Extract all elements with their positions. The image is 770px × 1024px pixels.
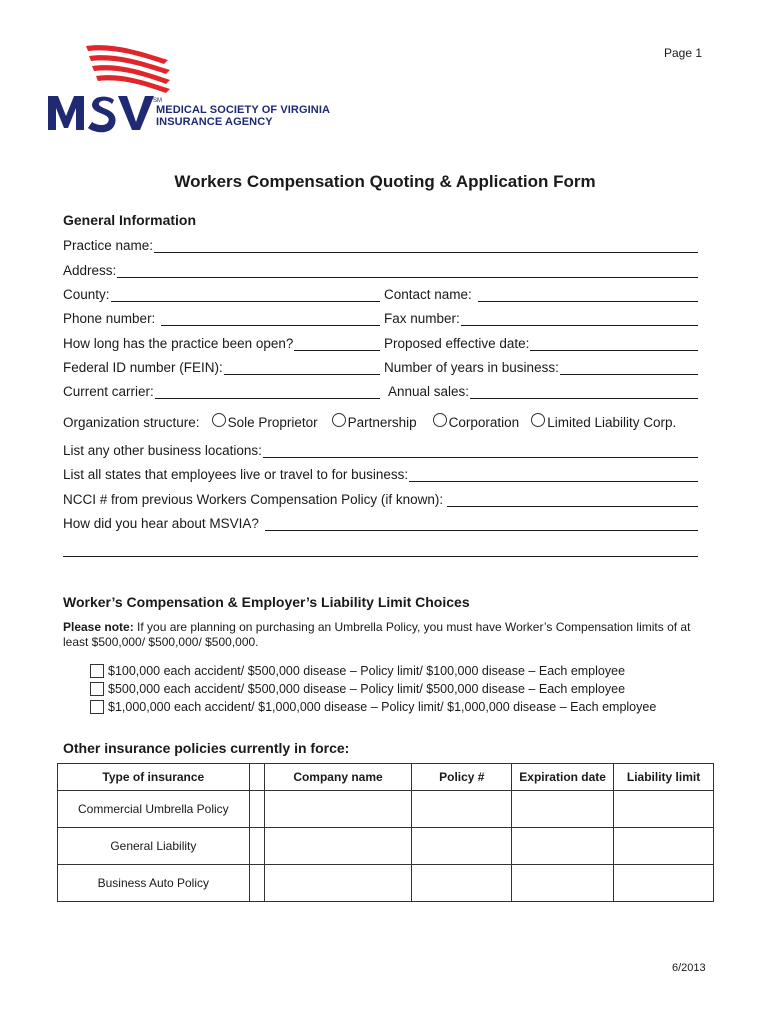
other-insurance-table: [57, 763, 714, 902]
other-insurance-heading: Other insurance policies currently in force:: [63, 740, 350, 756]
radio-partnership-label: Partnership: [347, 415, 417, 430]
county-line[interactable]: [111, 288, 380, 302]
row-type-general-liability: General Liability: [58, 828, 250, 865]
table-row: [58, 791, 714, 828]
table-cell[interactable]: [412, 791, 512, 828]
address-field[interactable]: [63, 263, 698, 278]
umbrella-note: [63, 620, 713, 650]
col-header-company: Company name: [264, 764, 412, 791]
radio-llc[interactable]: [531, 415, 676, 430]
current-carrier-line[interactable]: [155, 385, 380, 399]
fax-field[interactable]: [384, 311, 698, 326]
phone-label: Phone number:: [63, 311, 156, 326]
practice-name-field[interactable]: [63, 238, 698, 253]
ncci-line[interactable]: [447, 493, 698, 507]
current-carrier-label: Current carrier:: [63, 384, 154, 399]
logo-line-2: INSURANCE AGENCY: [156, 116, 273, 128]
effective-date-label: Proposed effective date:: [384, 336, 530, 351]
note-label: Please note:: [63, 620, 134, 634]
table-cell[interactable]: [249, 865, 264, 902]
table-cell[interactable]: [614, 828, 714, 865]
contact-name-label: Contact name:: [384, 287, 472, 302]
general-information-heading: General Information: [63, 212, 197, 228]
hear-about-extra-line[interactable]: [63, 556, 698, 557]
limit-choice-2-label: $500,000 each accident/ $500,000 disease – Policy limit/ $500,000 disease – Each employee: [108, 682, 626, 696]
limit-choice-3[interactable]: [90, 700, 656, 714]
limit-choice-1[interactable]: [90, 664, 625, 678]
form-title: Workers Compensation Quoting & Application Form: [174, 172, 596, 191]
radio-circle-icon[interactable]: [433, 413, 447, 427]
practice-name-label: Practice name:: [63, 238, 154, 253]
hear-about-field[interactable]: [63, 516, 698, 531]
practice-open-field[interactable]: [63, 336, 380, 351]
table-cell[interactable]: [264, 791, 412, 828]
states-line[interactable]: [409, 468, 698, 482]
col-header-type: Type of insurance: [58, 764, 250, 791]
checkbox-icon[interactable]: [90, 664, 104, 678]
other-locations-field[interactable]: [63, 443, 698, 458]
checkbox-icon[interactable]: [90, 682, 104, 696]
table-row: [58, 865, 714, 902]
phone-line[interactable]: [161, 312, 380, 326]
radio-llc-label: Limited Liability Corp.: [547, 415, 677, 430]
radio-sole-proprietor-label: Sole Proprietor: [227, 415, 318, 430]
radio-sole-proprietor[interactable]: [212, 415, 318, 430]
radio-corporation-label: Corporation: [448, 415, 520, 430]
fein-label: Federal ID number (FEIN):: [63, 360, 223, 375]
table-cell[interactable]: [264, 865, 412, 902]
address-line[interactable]: [117, 264, 698, 278]
logo-line-1: MEDICAL SOCIETY OF VIRGINIA: [156, 104, 331, 116]
states-label: List all states that employees live or travel to for business:: [63, 467, 409, 482]
table-cell[interactable]: [512, 865, 614, 902]
annual-sales-line[interactable]: [470, 385, 698, 399]
table-cell[interactable]: [412, 865, 512, 902]
col-header-limit: Liability limit: [614, 764, 714, 791]
table-cell[interactable]: [614, 865, 714, 902]
other-locations-line[interactable]: [263, 444, 698, 458]
hear-about-line[interactable]: [265, 517, 698, 531]
contact-name-field[interactable]: [384, 287, 698, 302]
fein-field[interactable]: [63, 360, 380, 375]
practice-open-label: How long has the practice been open?: [63, 336, 294, 351]
fein-line[interactable]: [224, 361, 380, 375]
table-cell[interactable]: [249, 791, 264, 828]
ncci-field[interactable]: [63, 492, 698, 507]
other-locations-label: List any other business locations:: [63, 443, 262, 458]
limit-choice-3-label: $1,000,000 each accident/ $1,000,000 disease – Policy limit/ $1,000,000 disease – Each employee: [108, 700, 657, 714]
radio-circle-icon[interactable]: [332, 413, 346, 427]
county-field[interactable]: [63, 287, 380, 302]
logo-sm-mark: SM: [153, 98, 162, 104]
county-label: County:: [63, 287, 110, 302]
table-cell[interactable]: [264, 828, 412, 865]
radio-circle-icon[interactable]: [531, 413, 545, 427]
limit-choice-2[interactable]: [90, 682, 625, 696]
ncci-label: NCCI # from previous Workers Compensation Policy (if known):: [63, 492, 444, 507]
fax-line[interactable]: [461, 312, 698, 326]
annual-sales-field[interactable]: [388, 384, 698, 399]
years-in-business-label: Number of years in business:: [384, 360, 559, 375]
effective-date-field[interactable]: [384, 336, 698, 351]
contact-name-line[interactable]: [478, 288, 698, 302]
radio-circle-icon[interactable]: [212, 413, 226, 427]
limit-choice-1-label: $100,000 each accident/ $500,000 disease – Policy limit/ $100,000 disease – Each employee: [108, 664, 626, 678]
radio-partnership[interactable]: [332, 415, 417, 430]
logo-wordmark: [156, 104, 330, 128]
table-cell[interactable]: [412, 828, 512, 865]
table-cell[interactable]: [249, 828, 264, 865]
table-header-row: [58, 764, 714, 791]
annual-sales-label: Annual sales:: [388, 384, 470, 399]
form-revision-date: 6/2013: [672, 962, 706, 974]
years-in-business-line[interactable]: [560, 361, 698, 375]
effective-date-line[interactable]: [530, 337, 698, 351]
address-label: Address:: [63, 263, 117, 278]
col-header-expiration: Expiration date: [512, 764, 614, 791]
practice-open-line[interactable]: [294, 337, 380, 351]
col-header-policy: Policy #: [412, 764, 512, 791]
limit-choices-heading: Worker’s Compensation & Employer’s Liability Limit Choices: [63, 594, 470, 610]
row-type-business-auto: Business Auto Policy: [58, 865, 250, 902]
table-cell[interactable]: [512, 828, 614, 865]
row-type-umbrella: Commercial Umbrella Policy: [58, 791, 250, 828]
hear-about-label: How did you hear about MSVIA?: [63, 516, 259, 531]
checkbox-icon[interactable]: [90, 700, 104, 714]
table-row: [58, 828, 714, 865]
states-field[interactable]: [63, 467, 698, 482]
phone-field[interactable]: [63, 311, 380, 326]
organization-structure: [63, 415, 676, 430]
current-carrier-field[interactable]: [63, 384, 380, 399]
radio-corporation[interactable]: [433, 415, 520, 430]
fax-label: Fax number:: [384, 311, 460, 326]
note-text: If you are planning on purchasing an Umbrella Policy, you must have Worker’s Compensation limits of at least $500,000/ $500,000/ $500,000.: [63, 620, 691, 649]
table-cell[interactable]: [512, 791, 614, 828]
table-cell[interactable]: [614, 791, 714, 828]
col-header-spacer: [249, 764, 264, 791]
practice-name-line[interactable]: [154, 239, 698, 253]
organization-structure-label: Organization structure:: [63, 415, 200, 430]
years-in-business-field[interactable]: [384, 360, 698, 375]
page-number: Page 1: [664, 46, 703, 60]
